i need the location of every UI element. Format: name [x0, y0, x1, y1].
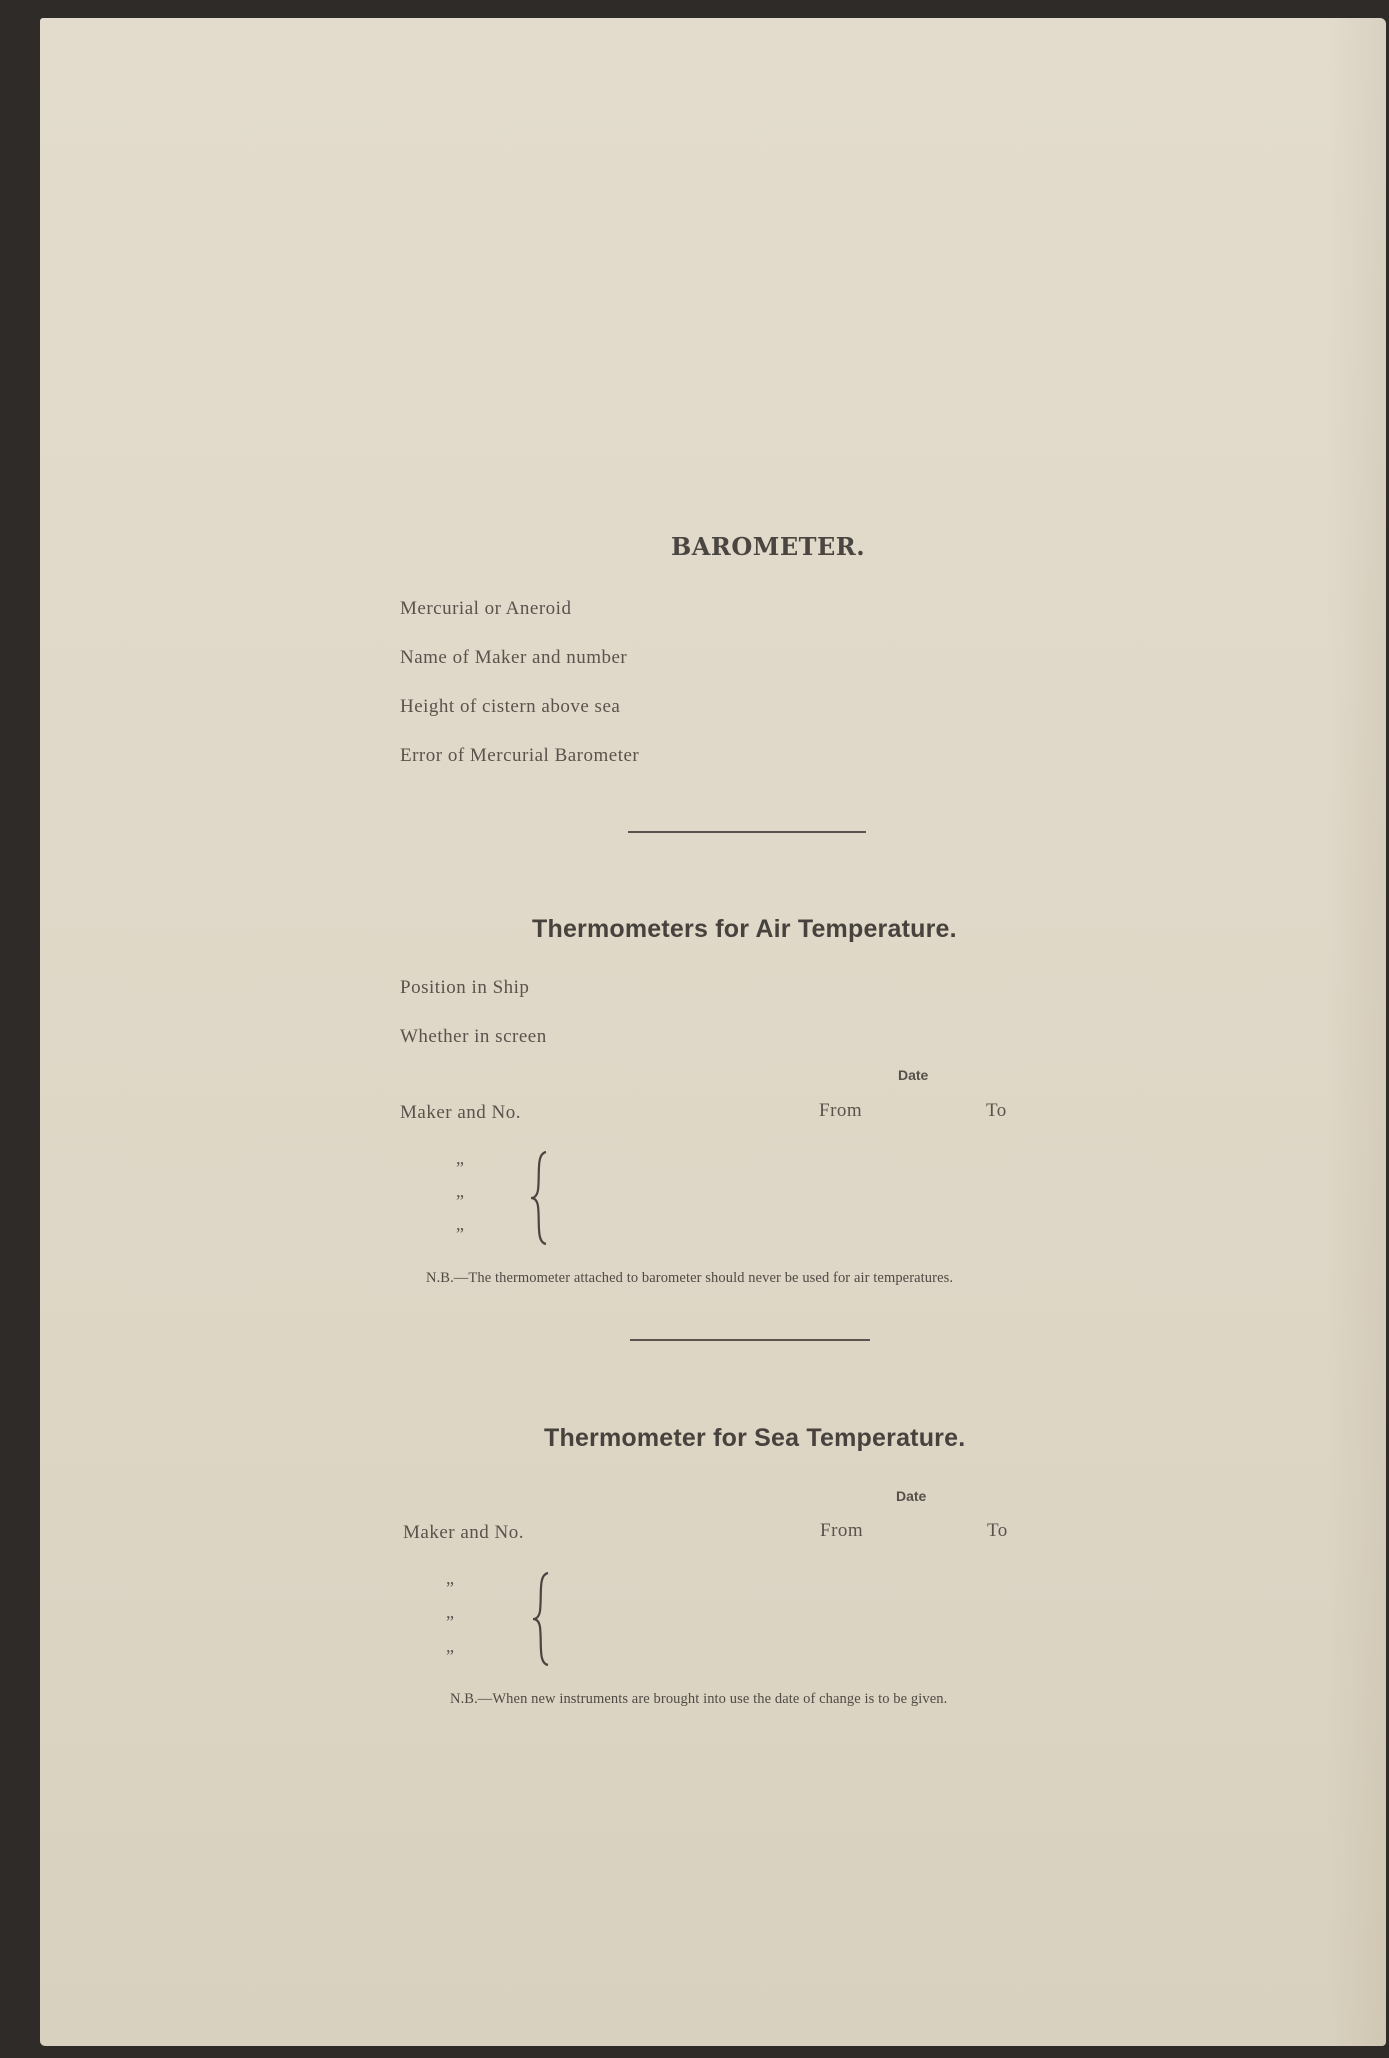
- air-note: N.B.—The thermometer attached to barometer should never be used for air temperatures.: [426, 1270, 954, 1286]
- air-ditto-mark: ”: [456, 1158, 464, 1178]
- sea-note: N.B.—When new instruments are brought into use the date of change is to be given.: [450, 1691, 948, 1707]
- air-ditto-mark: ”: [456, 1191, 464, 1211]
- air-date-label: Date: [898, 1067, 929, 1083]
- section-divider: [630, 1339, 870, 1341]
- whether-in-screen-label: Whether in screen: [400, 1026, 547, 1047]
- sea-ditto-mark: ”: [446, 1578, 454, 1598]
- sea-ditto-mark: ”: [446, 1646, 454, 1666]
- air-to-label: To: [986, 1100, 1007, 1121]
- sea-thermometer-heading: Thermometer for Sea Temperature.: [544, 1424, 966, 1452]
- sea-maker-label: Maker and No.: [403, 1522, 524, 1543]
- mercurial-or-aneroid-label: Mercurial or Aneroid: [400, 598, 572, 619]
- barometer-heading: BAROMETER.: [671, 532, 866, 561]
- sea-brace-icon: [530, 1571, 554, 1667]
- air-maker-label: Maker and No.: [400, 1102, 521, 1123]
- position-in-ship-label: Position in Ship: [400, 977, 530, 998]
- barometer-error-label: Error of Mercurial Barometer: [400, 745, 640, 766]
- air-thermometers-heading: Thermometers for Air Temperature.: [532, 915, 957, 943]
- sea-date-label: Date: [896, 1488, 927, 1504]
- maker-and-number-label: Name of Maker and number: [400, 647, 628, 668]
- air-brace-icon: [528, 1150, 552, 1246]
- form-page: [40, 18, 1386, 2046]
- sea-from-label: From: [820, 1520, 864, 1541]
- sea-ditto-mark: ”: [446, 1612, 454, 1632]
- section-divider: [628, 831, 866, 833]
- air-ditto-mark: ”: [456, 1224, 464, 1244]
- sea-to-label: To: [987, 1520, 1008, 1541]
- cistern-height-label: Height of cistern above sea: [400, 696, 621, 717]
- air-from-label: From: [819, 1100, 863, 1121]
